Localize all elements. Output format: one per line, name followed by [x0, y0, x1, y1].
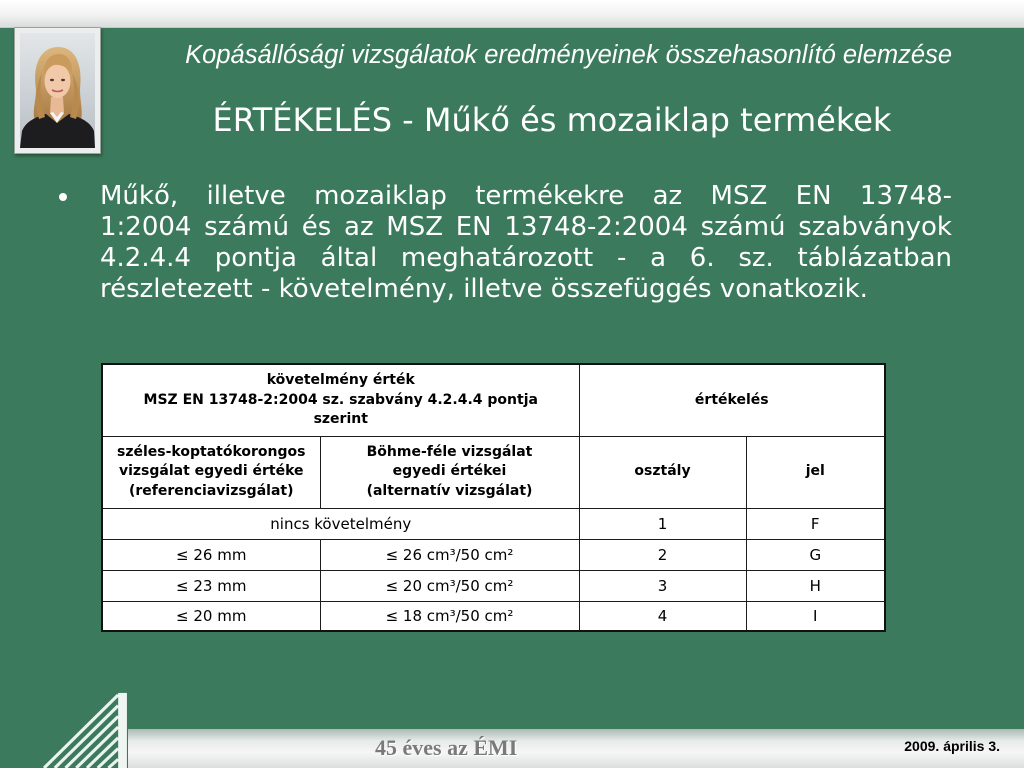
cell-symbol: F	[746, 508, 885, 539]
table-subheader-row	[102, 436, 885, 508]
table-row	[102, 570, 885, 601]
bullet-line: 4.2.4.4 pontja által meghatározott - a 6. sz. táblázatban	[100, 243, 952, 273]
cell-bohme: ≤ 20 cm³/50 cm²	[320, 570, 579, 601]
table-row	[102, 539, 885, 570]
presentation-date: 2009. április 3.	[904, 738, 1000, 754]
cell-class: 3	[579, 570, 746, 601]
subheader-line: (alternatív vizsgálat)	[366, 482, 533, 499]
evaluation-table	[101, 363, 886, 632]
table-header-row	[102, 364, 885, 436]
cell-bohme: ≤ 26 cm³/50 cm²	[320, 539, 579, 570]
cell-wide-wheel: ≤ 23 mm	[102, 570, 320, 601]
header-requirement-line: szerint	[313, 411, 368, 427]
cell-class: 4	[579, 601, 746, 631]
subheader-wide-wheel	[102, 436, 320, 508]
subheader-line: egyedi értékei	[392, 463, 507, 480]
bullet-paragraph	[100, 181, 952, 305]
subheader-symbol: jel	[746, 436, 885, 508]
bullet-line: részletezett - követelmény, illetve összefüggés vonatkozik.	[100, 274, 868, 304]
slide-title: ÉRTÉKELÉS - Műkő és mozaiklap termékek	[212, 101, 892, 139]
subheader-line: széles-koptatókorongos	[117, 443, 306, 460]
subheader-class: osztály	[579, 436, 746, 508]
subheader-line: Böhme-féle vizsgálat	[366, 443, 533, 460]
bullet-dot-icon	[59, 193, 67, 201]
bullet-line: Műkő, illetve mozaiklap termékekre az MSZ EN 13748-	[100, 181, 952, 211]
cell-requirement: nincs követelmény	[102, 508, 579, 539]
emi-logo-icon	[40, 690, 130, 768]
subheader-line: vizsgálat egyedi értéke	[118, 463, 304, 480]
presenter-photo	[14, 27, 101, 154]
cell-bohme: ≤ 18 cm³/50 cm²	[320, 601, 579, 631]
cell-wide-wheel: ≤ 26 mm	[102, 539, 320, 570]
cell-class: 1	[579, 508, 746, 539]
header-requirement-line: követelmény érték	[266, 372, 415, 388]
cell-wide-wheel: ≤ 20 mm	[102, 601, 320, 631]
subheader-bohme	[320, 436, 579, 508]
header-requirement	[102, 364, 579, 436]
cell-symbol: I	[746, 601, 885, 631]
top-strip	[0, 0, 1024, 28]
cell-symbol: H	[746, 570, 885, 601]
presenter-photo-frame	[14, 27, 101, 154]
cell-symbol: G	[746, 539, 885, 570]
footer-bar	[128, 729, 1024, 768]
header-requirement-line: MSZ EN 13748-2:2004 sz. szabvány 4.2.4.4 pontja	[143, 391, 538, 408]
subheader-line: (referenciavizsgálat)	[128, 482, 294, 499]
header-evaluation: értékelés	[579, 364, 885, 436]
bullet-line: 1:2004 számú és az MSZ EN 13748-2:2004 számú szabványok	[100, 212, 952, 242]
cell-class: 2	[579, 539, 746, 570]
table-row	[102, 601, 885, 631]
table-row	[102, 508, 885, 539]
presentation-subtitle: Kopásállósági vizsgálatok eredményeinek összehasonlító elemzése	[185, 41, 952, 69]
anniversary-label: 45 éves az ÉMI	[375, 735, 518, 760]
